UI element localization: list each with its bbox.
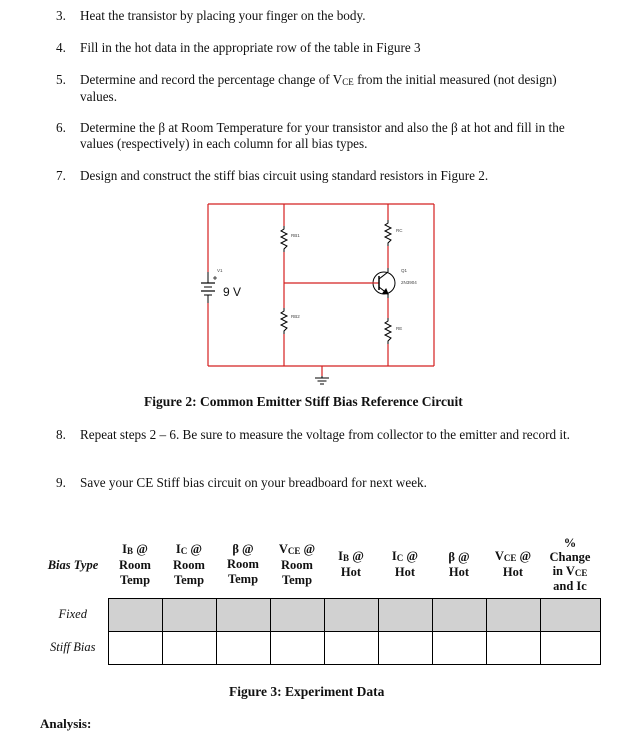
label-q1: Q1 [401, 268, 408, 273]
table-cell[interactable] [216, 631, 270, 664]
subscript: C [396, 553, 404, 564]
bias-type-header [38, 532, 108, 598]
header-text: I [122, 541, 128, 556]
table-cell[interactable] [108, 631, 162, 664]
subscript: CE [503, 553, 517, 564]
table-cell[interactable] [270, 598, 324, 631]
table-cell[interactable] [108, 598, 162, 631]
step-number: 3. [56, 8, 66, 23]
table-cell[interactable] [216, 598, 270, 631]
subscript: CE [287, 545, 301, 556]
col-header-ic-room [162, 532, 216, 598]
label-v1: V1 [217, 268, 223, 273]
header-text: @ [403, 549, 419, 564]
subscript: B [127, 545, 134, 556]
table-cell[interactable] [162, 598, 216, 631]
header-text: Change [549, 550, 591, 565]
header-text: Room [119, 557, 151, 572]
step-text: Heat the transistor by placing your finger on the body. [80, 8, 366, 23]
header-text: Hot [502, 565, 524, 580]
label-re: RE [396, 326, 403, 331]
label-rb2: RB2 [291, 314, 300, 319]
header-text: Room [173, 557, 205, 572]
header-text: Hot [448, 564, 470, 579]
step-number: 8. [56, 427, 66, 442]
label-source-value: 9 V [223, 285, 242, 299]
header-text: Temp [281, 572, 313, 587]
label-rc: RC [396, 228, 403, 233]
step-text: Repeat steps 2 – 6. Be sure to measure the voltage from collector to the emitter and record it. [80, 427, 570, 442]
header-text: V [278, 541, 288, 556]
step-text [80, 72, 590, 105]
header-text: β [232, 542, 239, 557]
label-2n3904: 2N3904 [401, 280, 417, 285]
header-text: I [175, 541, 181, 556]
col-header-beta-hot [432, 532, 486, 598]
header-text: @ [349, 549, 364, 564]
table-cell[interactable] [432, 598, 486, 631]
header-text: Hot [394, 565, 416, 580]
figure-2-caption: Figure 2: Common Emitter Stiff Bias Reference Circuit [144, 394, 463, 409]
col-header-percent-change [540, 532, 600, 598]
table-cell[interactable] [432, 631, 486, 664]
row-label-fixed: Fixed [58, 607, 87, 621]
table-row-stiff-bias [38, 631, 600, 664]
table-cell[interactable] [540, 631, 600, 664]
resistor-rb1 [281, 226, 287, 252]
transistor-symbol [372, 268, 395, 298]
step-number: 9. [56, 475, 66, 490]
header-text: Bias Type [47, 557, 99, 572]
step-number: 5. [56, 72, 66, 87]
table-cell[interactable] [270, 631, 324, 664]
header-text: in V [552, 564, 575, 579]
header-text: @ [187, 541, 203, 556]
figure-3-caption: Figure 3: Experiment Data [229, 684, 385, 699]
header-text: @ [516, 549, 532, 564]
subscript: CE [574, 568, 588, 579]
ground-symbol [315, 376, 329, 384]
step-text-part: Determine and record the percentage change of V [80, 72, 343, 87]
col-header-vce-hot [486, 532, 540, 598]
table-cell[interactable] [162, 631, 216, 664]
table-cell[interactable] [486, 631, 540, 664]
header-text: Temp [119, 572, 151, 587]
header-text: I [391, 549, 397, 564]
table-cell[interactable] [486, 598, 540, 631]
table-row-fixed [38, 598, 600, 631]
step-text-part: from the initial measured (not design) values. [80, 72, 557, 104]
header-text: @ [300, 541, 316, 556]
col-header-vce-room [270, 532, 324, 598]
step-text: Fill in the hot data in the appropriate row of the table in Figure 3 [80, 40, 421, 55]
header-text: Room [281, 557, 313, 572]
header-text: V [494, 549, 504, 564]
table-cell[interactable] [540, 598, 600, 631]
table-cell[interactable] [324, 631, 378, 664]
header-text: @ [454, 549, 470, 564]
header-text: β [448, 549, 455, 564]
header-text: Hot [340, 565, 362, 580]
analysis-label: Analysis: [40, 716, 92, 731]
col-header-ic-hot [378, 532, 432, 598]
header-text: and Ic [553, 579, 587, 594]
subscript: C [180, 545, 188, 556]
experiment-data-table [38, 532, 601, 665]
col-header-ib-room [108, 532, 162, 598]
battery-symbol [201, 272, 217, 303]
step-number: 6. [56, 120, 66, 135]
label-rb1: RB1 [291, 233, 300, 238]
header-text: I [338, 549, 344, 564]
resistor-rb2 [281, 308, 287, 334]
table-cell[interactable] [378, 631, 432, 664]
row-label-stiff-bias: Stiff Bias [50, 640, 96, 654]
table-cell[interactable] [324, 598, 378, 631]
header-text: Room [227, 557, 259, 572]
header-row [38, 532, 600, 598]
header-text: Temp [173, 572, 205, 587]
subscript: CE [342, 77, 354, 87]
step-number: 7. [56, 168, 66, 183]
col-header-beta-room [216, 532, 270, 598]
step-text: Save your CE Stiff bias circuit on your breadboard for next week. [80, 475, 427, 490]
step-number: 4. [56, 40, 66, 55]
header-text: @ [133, 541, 148, 556]
resistor-rc [385, 220, 391, 246]
subscript: B [343, 553, 350, 564]
table-cell[interactable] [378, 598, 432, 631]
header-text: @ [238, 542, 254, 557]
step-text: Determine the β at Room Temperature for your transistor and also the β at hot and fill in the values (respectively) in each column for all bias types. [80, 120, 565, 151]
header-text: % [563, 536, 577, 551]
header-text: Temp [227, 572, 259, 587]
resistor-re [385, 318, 391, 344]
step-text: Design and construct the stiff bias circuit using standard resistors in Figure 2. [80, 168, 489, 183]
col-header-ib-hot [324, 532, 378, 598]
